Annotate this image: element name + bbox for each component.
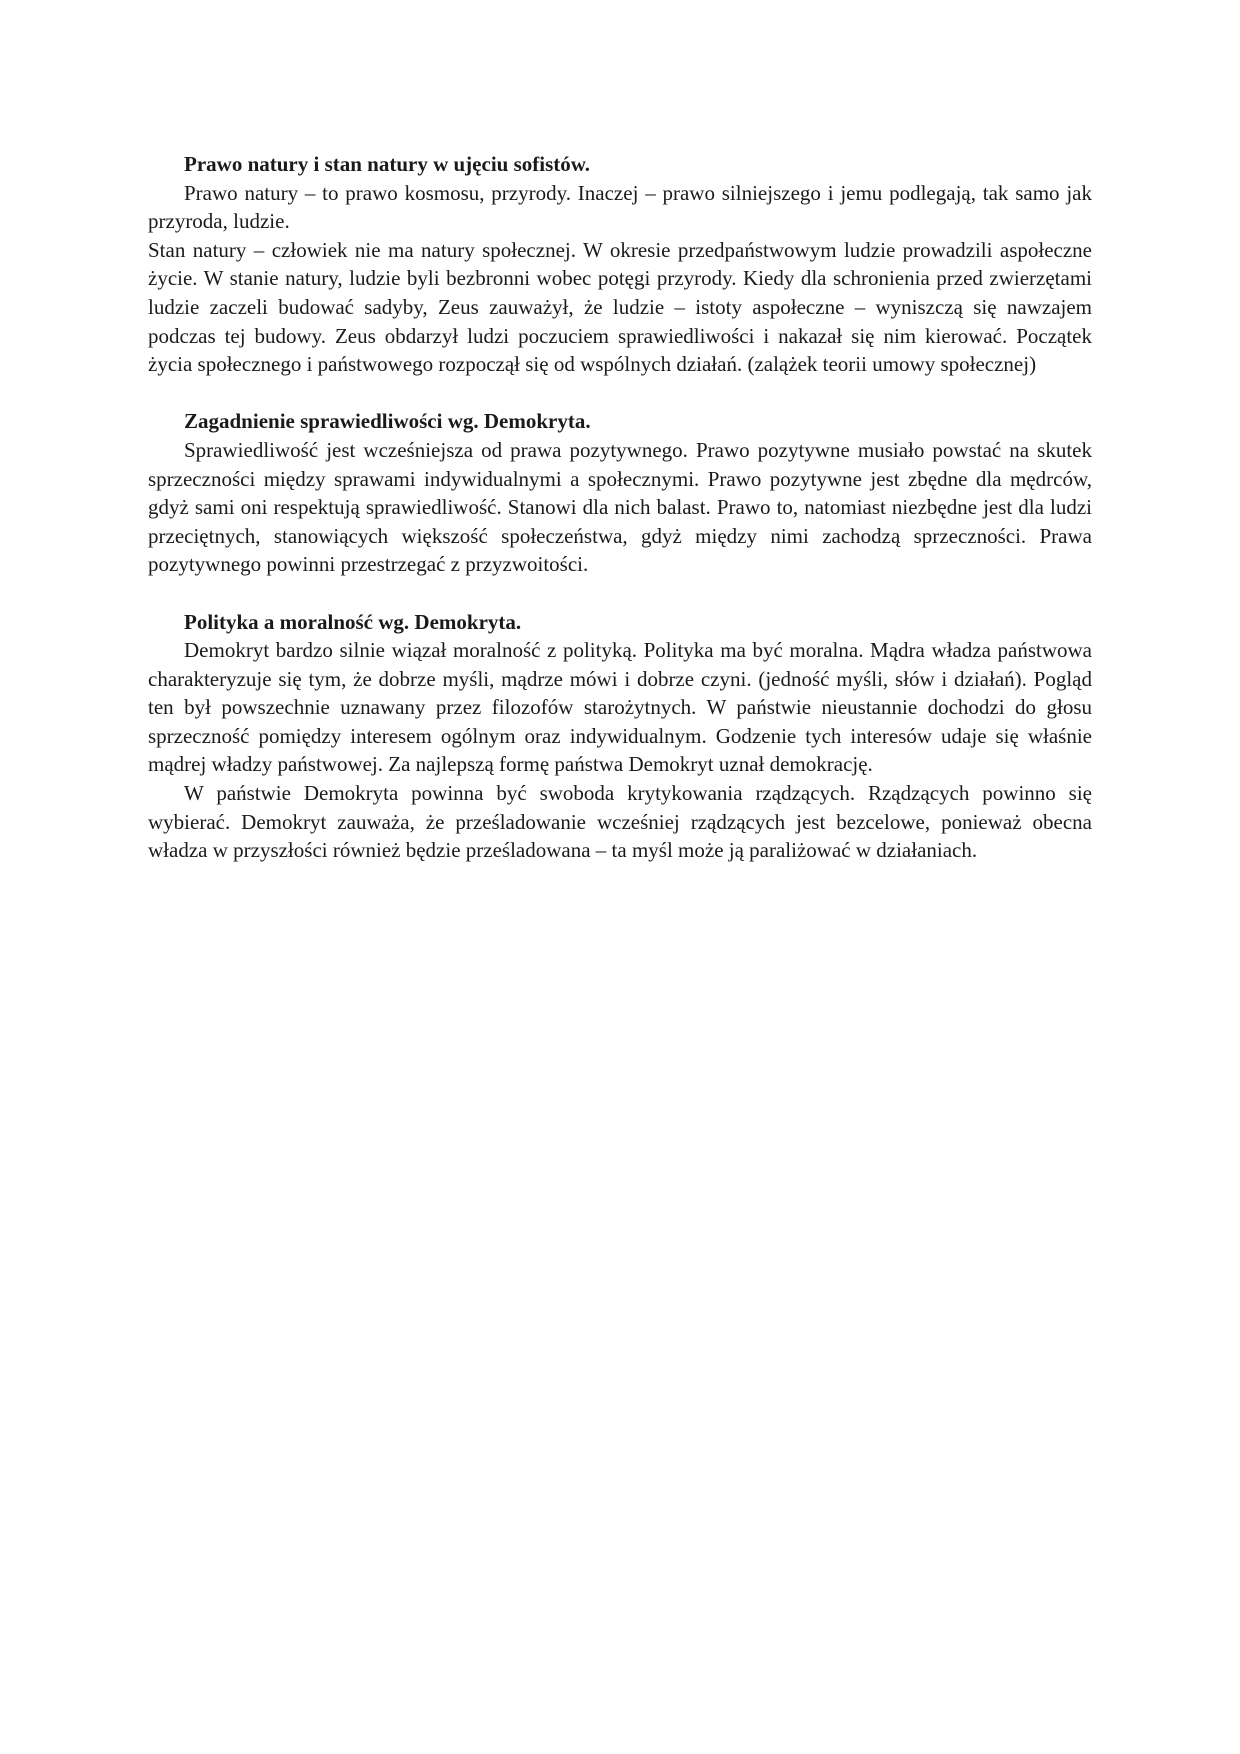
paragraph-stan-natury: Stan natury – człowiek nie ma natury społecznej. W okresie przedpaństwowym ludzie prowadzili aspołeczne życie. W stanie natury, ludzie byli bezbronni wobec potęgi przyrody. Kiedy dla schronienia przed zwierzętami ludzie zaczeli budować sadyby, Zeus zauważył, że ludzie – istoty aspołeczne – wyniszczą się nawzajem podczas tej budowy. Zeus obdarzył ludzi poczuciem sprawiedliwości i nakazał się nim kierować. Początek życia społecznego i państwowego rozpoczął się od wspólnych działań. (zalążek teorii umowy społecznej)	[148, 237, 1092, 377]
paragraph-sprawiedliwosc: Sprawiedliwość jest wcześniejsza od prawa pozytywnego. Prawo pozytywne musiało powstać na skutek sprzeczności między sprawami indywidualnymi a społecznymi. Prawo pozytywne jest zbędne dla mędrców, gdyż sami oni respektują sprawiedliwość. Stanowi dla nich balast. Prawo to, natomiast niezbędne jest dla ludzi przeciętnych, stanowiących większość społeczeństwa, gdyż między nimi zachodzą sprzeczności. Prawa pozytywnego powinni przestrzegać z przyzwoitości.	[148, 437, 1092, 577]
section-heading-sprawiedliwosc: Zagadnienie sprawiedliwości wg. Demokryta.	[184, 409, 591, 434]
document-page	[148, 150, 1092, 865]
paragraph-polityka-moralnosc: Demokryt bardzo silnie wiązał moralność z polityką. Polityka ma być moralna. Mądra władza państwowa charakteryzuje się tym, że dobrze myśli, mądrze mówi i dobrze czyni. (jedność myśli, słów i działań). Pogląd ten był powszechnie uznawany przez filozofów starożytnych. W państwie nieustannie dochodzi do głosu sprzeczność pomiędzy interesem ogólnym oraz indywidualnym. Godzenie tych interesów udaje się właśnie mądrej władzy państwowej. Za najlepszą formę państwa Demokryt uznał demokrację.	[148, 638, 1092, 777]
paragraph-swoboda-krytyki: W państwie Demokryta powinna być swoboda krytykowania rządzących. Rządzących powinno się wybierać. Demokryt zauważa, że prześladowanie wcześniej rządzących jest bezcelowe, ponieważ obecna władza w przyszłości również będzie prześladowana – ta myśl może ją paraliżować w działaniach.	[148, 781, 1092, 863]
paragraph-prawo-natury: Prawo natury – to prawo kosmosu, przyrody. Inaczej – prawo silniejszego i jemu podlegają, tak samo jak przyroda, ludzie.	[148, 180, 1092, 234]
section-spacer	[148, 579, 1092, 608]
section-heading-polityka: Polityka a moralność wg. Demokryta.	[184, 609, 522, 634]
section-heading-sofisci: Prawo natury i stan natury w ujęciu sofistów.	[184, 152, 591, 176]
section-spacer	[148, 379, 1092, 408]
